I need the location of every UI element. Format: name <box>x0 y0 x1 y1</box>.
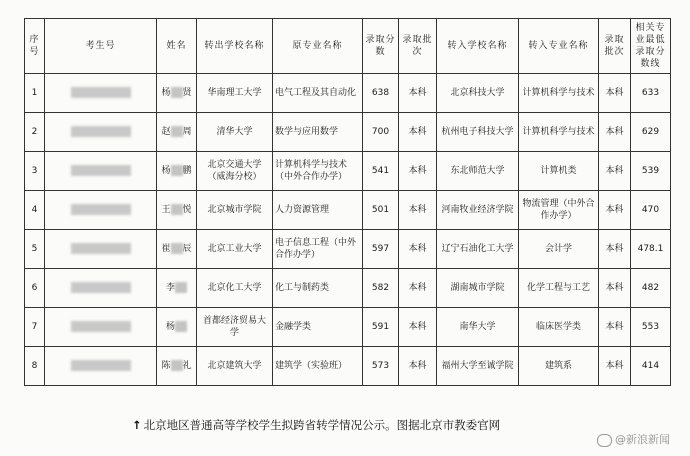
cell-to-school: 北京科技大学 <box>437 74 519 113</box>
table-row <box>25 347 671 386</box>
redaction-blur <box>71 243 131 254</box>
name-last: 辰 <box>182 244 192 254</box>
cell-orig-major: 人力资源管理 <box>273 191 363 230</box>
cell-orig-major: 金融学类 <box>273 308 363 347</box>
redaction-blur <box>171 126 183 137</box>
cell-to-batch: 本科 <box>599 269 631 308</box>
cell-to-major: 会计学 <box>519 230 599 269</box>
cell-batch: 本科 <box>399 113 437 152</box>
weibo-logo-icon <box>597 434 612 447</box>
cell-no: 6 <box>25 269 45 308</box>
cell-name <box>157 308 197 347</box>
cell-to-batch: 本科 <box>599 113 631 152</box>
cell-to-major: 计算机科学与技术 <box>519 113 599 152</box>
name-last: 鹏 <box>182 166 192 176</box>
cell-name <box>157 191 197 230</box>
redaction-blur <box>71 282 131 293</box>
cell-to-major: 物流管理（中外合作办学） <box>519 191 599 230</box>
table-row <box>25 230 671 269</box>
table-row <box>25 74 671 113</box>
cell-batch: 本科 <box>399 347 437 386</box>
name-last: 贤 <box>182 88 192 98</box>
cell-to-school: 福州大学至诚学院 <box>437 347 519 386</box>
cell-no: 8 <box>25 347 45 386</box>
cell-name <box>157 113 197 152</box>
cell-batch: 本科 <box>399 308 437 347</box>
cell-min-score: 414 <box>631 347 671 386</box>
cell-exam-id-redacted <box>45 230 157 269</box>
cell-score: 700 <box>363 113 399 152</box>
cell-orig-major: 电气工程及其自动化 <box>273 74 363 113</box>
cell-score: 501 <box>363 191 399 230</box>
cell-min-score: 539 <box>631 152 671 191</box>
header-min-score: 相关专业最低录取分数线 <box>631 19 671 74</box>
cell-orig-major: 化工与制药类 <box>273 269 363 308</box>
cell-from-school: 北京工业大学 <box>197 230 273 269</box>
cell-to-school: 南华大学 <box>437 308 519 347</box>
name-first: 崔 <box>161 244 171 254</box>
cell-to-school: 辽宁石油化工大学 <box>437 230 519 269</box>
table-row <box>25 308 671 347</box>
cell-to-batch: 本科 <box>599 230 631 269</box>
transfer-table <box>24 18 671 386</box>
cell-from-school: 首都经济贸易大学 <box>197 308 273 347</box>
cell-orig-major: 电子信息工程（中外合作办学） <box>273 230 363 269</box>
cell-score: 541 <box>363 152 399 191</box>
header-orig-major: 原专业名称 <box>273 19 363 74</box>
cell-to-school: 杭州电子科技大学 <box>437 113 519 152</box>
header-no: 序号 <box>25 19 45 74</box>
redaction-blur <box>71 360 131 371</box>
cell-from-school: 华南理工大学 <box>197 74 273 113</box>
name-first: 杨 <box>161 166 171 176</box>
name-first: 王 <box>161 205 171 215</box>
cell-to-major: 建筑系 <box>519 347 599 386</box>
cell-no: 4 <box>25 191 45 230</box>
cell-score: 591 <box>363 308 399 347</box>
cell-exam-id-redacted <box>45 113 157 152</box>
cell-to-batch: 本科 <box>599 74 631 113</box>
header-from-school: 转出学校名称 <box>197 19 273 74</box>
cell-score: 597 <box>363 230 399 269</box>
cell-score: 573 <box>363 347 399 386</box>
redaction-blur <box>71 204 131 215</box>
cell-no: 2 <box>25 113 45 152</box>
cell-min-score: 553 <box>631 308 671 347</box>
cell-from-school: 北京建筑大学 <box>197 347 273 386</box>
watermark-text: @新浪新闻 <box>615 433 670 446</box>
cell-to-batch: 本科 <box>599 347 631 386</box>
name-last: 悦 <box>182 205 192 215</box>
table-row <box>25 152 671 191</box>
name-first: 杨 <box>165 322 175 332</box>
image-caption <box>132 417 500 433</box>
table-header <box>25 19 671 74</box>
cell-no: 7 <box>25 308 45 347</box>
redaction-blur <box>171 243 183 254</box>
cell-no: 5 <box>25 230 45 269</box>
cell-batch: 本科 <box>399 269 437 308</box>
cell-min-score: 482 <box>631 269 671 308</box>
cell-from-school: 北京化工大学 <box>197 269 273 308</box>
cell-exam-id-redacted <box>45 152 157 191</box>
redaction-blur <box>175 321 187 332</box>
up-arrow-icon: ↑ <box>132 418 142 432</box>
redaction-blur <box>175 282 187 293</box>
cell-to-batch: 本科 <box>599 308 631 347</box>
header-batch: 录取批次 <box>399 19 437 74</box>
cell-min-score: 629 <box>631 113 671 152</box>
cell-from-school: 北京城市学院 <box>197 191 273 230</box>
redaction-blur <box>171 360 183 371</box>
cell-to-batch: 本科 <box>599 191 631 230</box>
cell-from-school: 北京交通大学（威海分校） <box>197 152 273 191</box>
redaction-blur <box>171 165 183 176</box>
cell-from-school: 清华大学 <box>197 113 273 152</box>
cell-min-score: 470 <box>631 191 671 230</box>
name-last: 礼 <box>182 361 192 371</box>
table-row <box>25 113 671 152</box>
cell-to-major: 计算机科学与技术 <box>519 74 599 113</box>
cell-to-major: 临床医学类 <box>519 308 599 347</box>
header-to-school: 转入学校名称 <box>437 19 519 74</box>
cell-batch: 本科 <box>399 152 437 191</box>
name-last: 周 <box>182 127 192 137</box>
name-first: 杨 <box>161 88 171 98</box>
cell-orig-major: 计算机科学与技术（中外合作办学） <box>273 152 363 191</box>
cell-to-school: 河南牧业经济学院 <box>437 191 519 230</box>
header-score: 录取分数 <box>363 19 399 74</box>
cell-batch: 本科 <box>399 191 437 230</box>
header-name: 姓名 <box>157 19 197 74</box>
table-body <box>25 74 671 386</box>
redaction-blur <box>171 204 183 215</box>
redaction-blur <box>71 126 131 137</box>
cell-exam-id-redacted <box>45 269 157 308</box>
cell-min-score: 633 <box>631 74 671 113</box>
cell-name <box>157 74 197 113</box>
cell-batch: 本科 <box>399 74 437 113</box>
caption-text: 北京地区普通高等学校学生拟跨省转学情况公示。图据北京市教委官网 <box>143 418 501 432</box>
cell-exam-id-redacted <box>45 347 157 386</box>
watermark <box>597 431 670 447</box>
cell-score: 638 <box>363 74 399 113</box>
cell-no: 1 <box>25 74 45 113</box>
cell-to-school: 湖南城市学院 <box>437 269 519 308</box>
cell-orig-major: 数学与应用数学 <box>273 113 363 152</box>
redaction-blur <box>71 321 131 332</box>
cell-orig-major: 建筑学（实验班） <box>273 347 363 386</box>
cell-min-score: 478.1 <box>631 230 671 269</box>
cell-no: 3 <box>25 152 45 191</box>
cell-batch: 本科 <box>399 230 437 269</box>
name-first: 李 <box>165 283 175 293</box>
cell-name <box>157 230 197 269</box>
cell-to-batch: 本科 <box>599 152 631 191</box>
cell-to-school: 东北师范大学 <box>437 152 519 191</box>
cell-to-major: 化学工程与工艺 <box>519 269 599 308</box>
cell-exam-id-redacted <box>45 191 157 230</box>
cell-name <box>157 347 197 386</box>
table-row <box>25 191 671 230</box>
header-to-batch: 录取批次 <box>599 19 631 74</box>
redaction-blur <box>71 165 131 176</box>
name-first: 陈 <box>161 361 171 371</box>
cell-exam-id-redacted <box>45 308 157 347</box>
cell-name <box>157 152 197 191</box>
cell-to-major: 计算机类 <box>519 152 599 191</box>
cell-exam-id-redacted <box>45 74 157 113</box>
redaction-blur <box>71 87 131 98</box>
table-row <box>25 269 671 308</box>
header-exam-id: 考生号 <box>45 19 157 74</box>
header-to-major: 转入专业名称 <box>519 19 599 74</box>
cell-name <box>157 269 197 308</box>
name-first: 赵 <box>161 127 171 137</box>
redaction-blur <box>171 87 183 98</box>
cell-score: 582 <box>363 269 399 308</box>
